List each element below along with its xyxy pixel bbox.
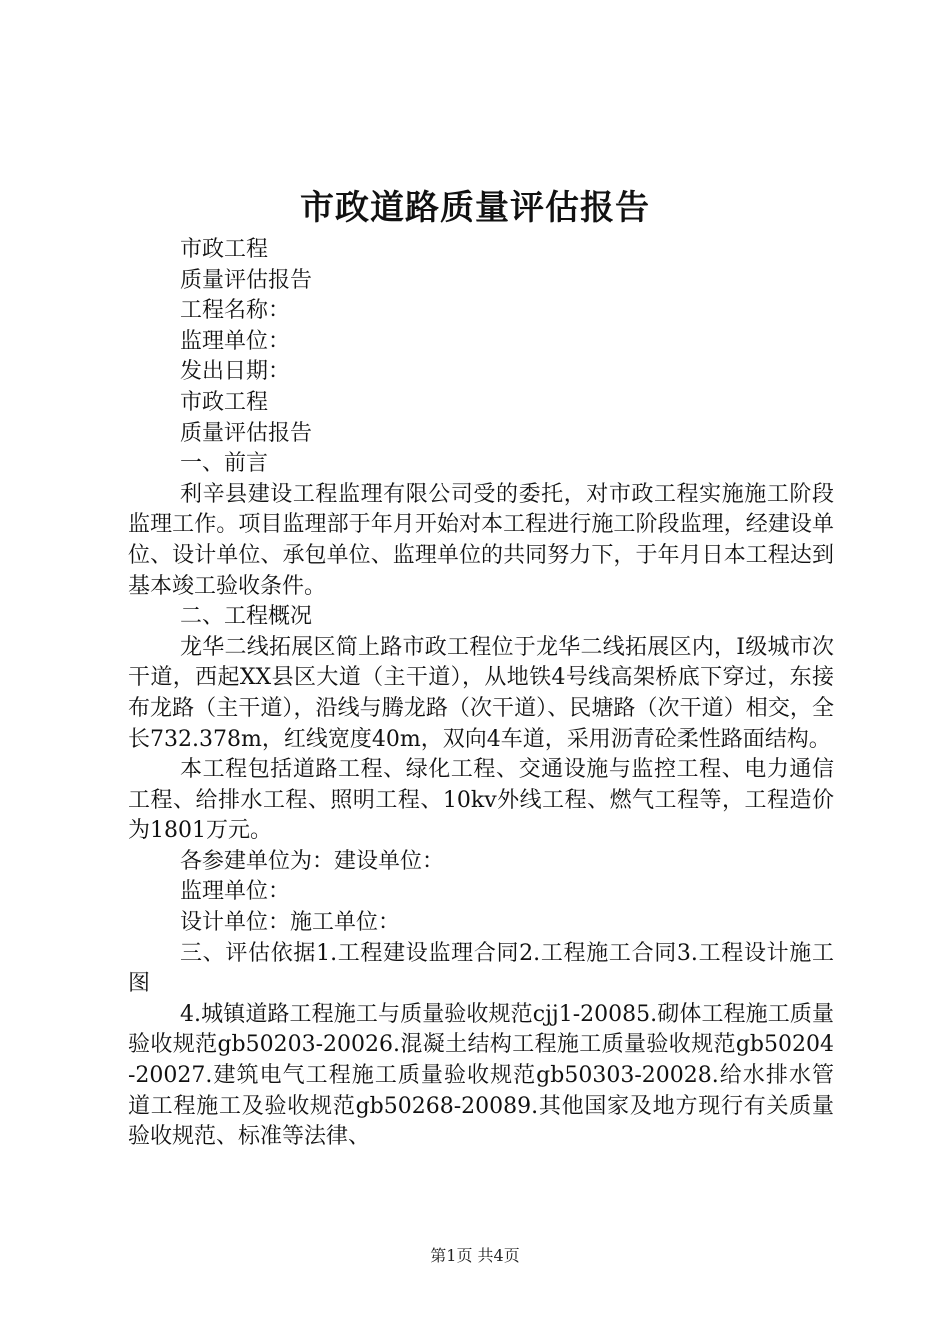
paragraph-10: 二、工程概况 <box>180 604 313 630</box>
paragraph-7: 质量评估报告 <box>180 420 313 446</box>
paragraph-8: 一、前言 <box>180 451 269 477</box>
paragraph-6: 市政工程 <box>180 389 269 415</box>
paragraph-15: 设计单位：施工单位： <box>180 910 401 936</box>
page-footer: 第1页 共4页 <box>430 1246 520 1265</box>
paragraph-17: 4.城镇道路工程施工与质量验收规范cjj1-20085.砌体工程施工质量验收规范gb50203-20026.混凝土结构工程施工质量验收规范gb50204-20027.建筑电气工程施工质量验收规范gb50303-20028.给水排水管道工程施工及验收规范gb50268-20089.其他国家及地方现行有关质量验收规范、标准等法律、 <box>128 1001 834 1150</box>
document-body <box>128 235 834 1153</box>
paragraph-5: 发出日期： <box>180 359 291 385</box>
paragraph-2: 质量评估报告 <box>180 267 313 293</box>
paragraph-13: 各参建单位为：建设单位： <box>180 848 445 874</box>
paragraph-1: 市政工程 <box>180 237 269 262</box>
paragraph-4: 监理单位： <box>180 328 291 354</box>
paragraph-3: 工程名称： <box>180 298 291 324</box>
paragraph-9: 利辛县建设工程监理有限公司受的委托，对市政工程实施施工阶段监理工作。项目监理部于年月开始对本工程进行施工阶段监理，经建设单位、设计单位、承包单位、监理单位的共同努力下，于年月日本工程达到基本竣工验收条件。 <box>128 481 834 599</box>
paragraph-16: 三、评估依据1.工程建设监理合同2.工程施工合同3.工程设计施工图 <box>128 940 834 997</box>
document-title: 市政道路质量评估报告 <box>300 188 650 228</box>
paragraph-12: 本工程包括道路工程、绿化工程、交通设施与监控工程、电力通信工程、给排水工程、照明工程、10kv外线工程、燃气工程等，工程造价为1801万元。 <box>128 757 834 844</box>
paragraph-14: 监理单位： <box>180 879 291 905</box>
paragraph-11: 龙华二线拓展区简上路市政工程位于龙华二线拓展区内，Ⅰ级城市次干道，西起XX县区大道（主干道），从地铁4号线高架桥底下穿过，东接布龙路（主干道），沿线与腾龙路（次干道）、民塘路（次干道）相交，全长732.378m，红线宽度40m，双向4车道，采用沥青砼柔性路面结构。 <box>128 634 834 752</box>
